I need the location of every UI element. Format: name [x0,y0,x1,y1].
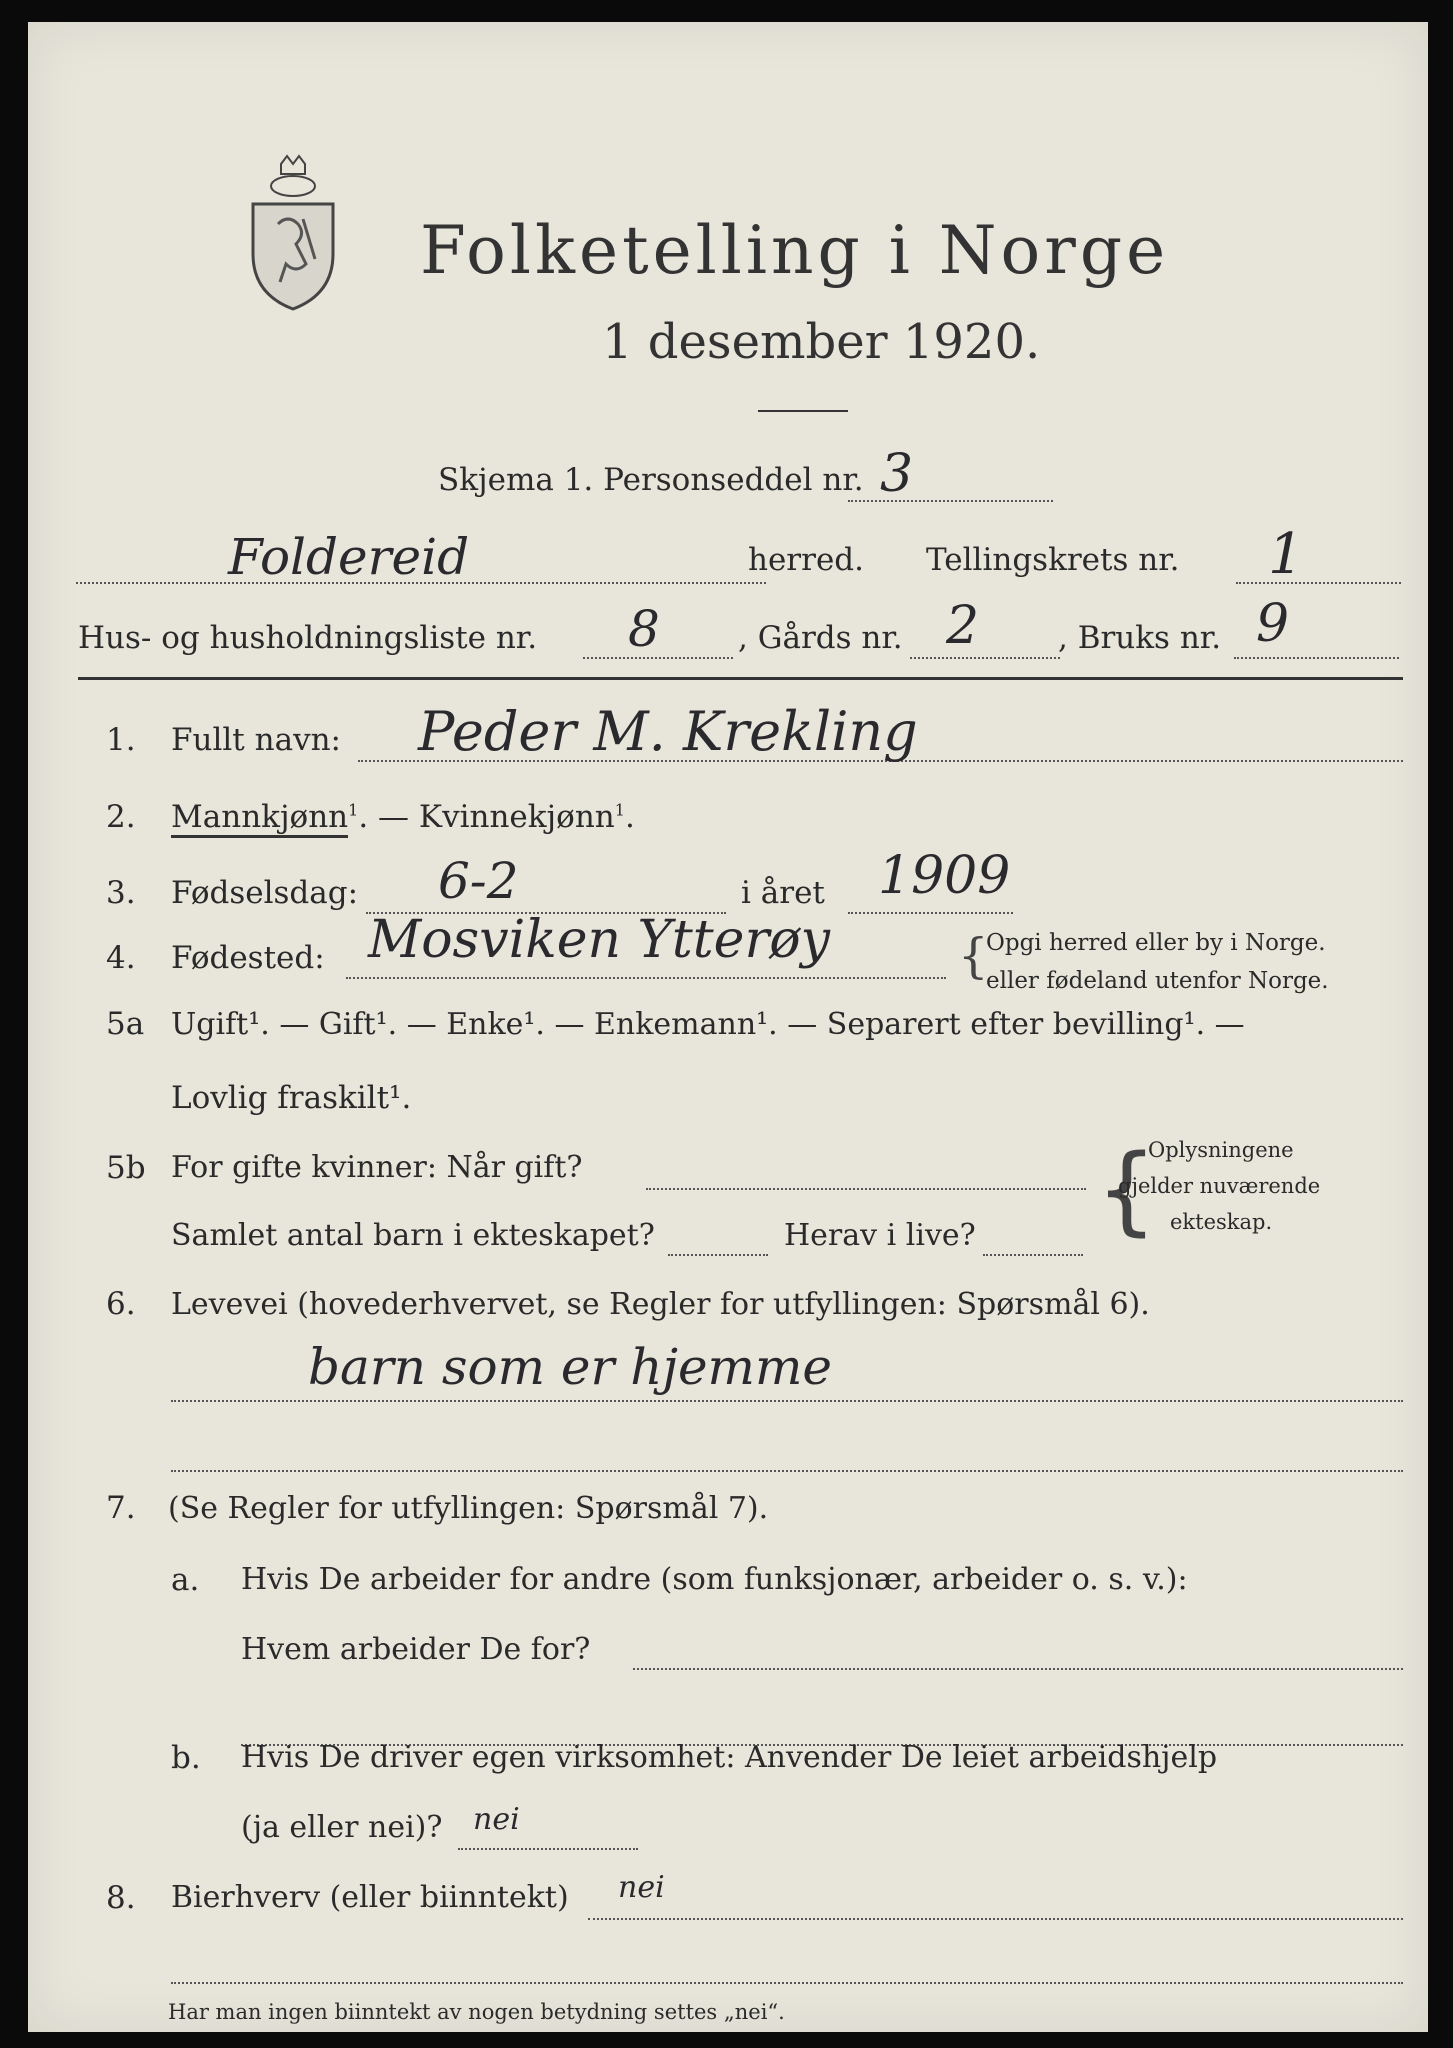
schema-label: Skjema 1. Personseddel nr. [438,462,864,498]
q7a-label: Hvis De arbeider for andre (som funksjonær, arbeider o. s. v.): [241,1562,1188,1597]
gards-label: , Gårds nr. [738,620,903,656]
q5b-note-bracket: { [1096,1134,1158,1246]
q8-dotted-line-2 [171,1982,1403,1984]
q8-value: nei [618,1870,665,1905]
q8-dotted-line [588,1918,1403,1920]
q7a-employer-label: Hvem arbeider De for? [241,1632,591,1667]
q5b-note-line2: gjelder nuværende [1118,1174,1321,1198]
q5b-note-line1: Oplysningene [1148,1138,1294,1162]
herred-label: herred. [748,542,864,578]
bruks-dotted-line [1234,657,1399,659]
q7-number: 7. [106,1490,136,1526]
q5b-alive-label: Herav i live? [784,1218,976,1253]
q5b-number: 5b [106,1150,146,1186]
q2-number: 2. [106,799,136,835]
hus-value: 8 [628,600,660,658]
q6-number: 6. [106,1286,136,1322]
q5b-children-label: Samlet antal barn i ekteskapet? [171,1218,655,1253]
title-divider [758,410,848,412]
q1-label: Fullt navn: [171,722,341,758]
q6-dotted-line-2 [171,1470,1403,1472]
q2-female-option: . — Kvinnekjønn [358,799,615,835]
q8-number: 8. [106,1880,136,1916]
hus-label: Hus- og husholdningsliste nr. [78,620,538,656]
q4-dotted-line [346,977,946,979]
krets-dotted-line [1236,582,1401,584]
q7a-dotted-line [633,1668,1403,1670]
q4-number: 4. [106,940,136,976]
gards-value: 2 [946,596,980,656]
herred-value: Foldereid [228,528,470,586]
bruks-value: 9 [1256,594,1290,654]
q4-birthplace-value: Mosviken Ytterøy [368,910,830,970]
q8-label: Bierhverv (eller biinntekt) [171,1880,569,1915]
schema-number-value: 3 [880,444,914,504]
q7b-dotted-line [458,1848,638,1850]
q3-year-value: 1909 [878,846,1011,906]
q3-number: 3. [106,875,136,911]
q7b-letter: b. [171,1740,201,1776]
q5b-note-line3: ekteskap. [1170,1210,1273,1234]
q7-label: (Se Regler for utfyllingen: Spørsmål 7). [168,1491,769,1526]
q3-label: Fødselsdag: [171,875,359,911]
q2-male-option: Mannkjønn [171,799,348,838]
q1-number: 1. [106,722,136,758]
q4-label: Fødested: [171,940,325,976]
q7b-value: nei [473,1802,520,1837]
q2-end: . [624,799,635,835]
norway-coat-of-arms-icon [243,154,343,314]
q7b-label: Hvis De driver egen virksomhet: Anvender De leiet arbeidshjelp [241,1740,1218,1775]
q1-full-name-value: Peder M. Krekling [418,700,918,763]
q7b-yes-no-label: (ja eller nei)? [241,1810,443,1845]
q3-birthdate-value: 6-2 [438,852,519,910]
q5b-when-married-line [646,1188,1086,1190]
q6-label: Levevei (hovederhvervet, se Regler for utfyllingen: Spørsmål 6). [171,1287,1150,1322]
q5a-number: 5a [106,1006,145,1042]
q5a-marital-options: Ugift¹. — Gift¹. — Enke¹. — Enkemann¹. — Separert efter bevilling¹. — [171,1007,1245,1042]
q5b-alive-line [983,1254,1083,1256]
bruks-label: , Bruks nr. [1058,620,1222,656]
q2-gender: Mannkjønn$^1$. — Kvinnekjønn$^1$. [171,799,635,835]
tellingskrets-value: 1 [1268,522,1304,587]
q6-dotted-line-1 [171,1400,1403,1402]
q4-note-line1: Opgi herred eller by i Norge. [986,930,1326,956]
census-date: 1 desember 1920. [602,314,1041,370]
census-form-paper [28,22,1428,2032]
gards-dotted-line [910,657,1060,659]
herred-dotted-line [76,582,766,584]
q6-occupation-value: barn som er hjemme [308,1338,832,1396]
q4-note-bracket: { [958,928,989,984]
form-title: Folketelling i Norge [420,212,1170,289]
q7a-letter: a. [171,1562,200,1598]
tellingskrets-label: Tellingskrets nr. [926,542,1180,578]
schema-dotted-line [848,500,1053,502]
q5a-divorced-option: Lovlig fraskilt¹. [171,1080,412,1116]
q5b-children-line [668,1254,768,1256]
q4-note-line2: eller fødeland utenfor Norge. [986,968,1329,994]
footer-note: Har man ingen biinntekt av nogen betydning settes „nei“. [168,2000,785,2024]
q3-year-dotted-line [848,912,1013,914]
header-divider [78,677,1403,680]
q5b-when-married-label: For gifte kvinner: Når gift? [171,1150,583,1185]
q3-year-label: i året [741,875,825,911]
